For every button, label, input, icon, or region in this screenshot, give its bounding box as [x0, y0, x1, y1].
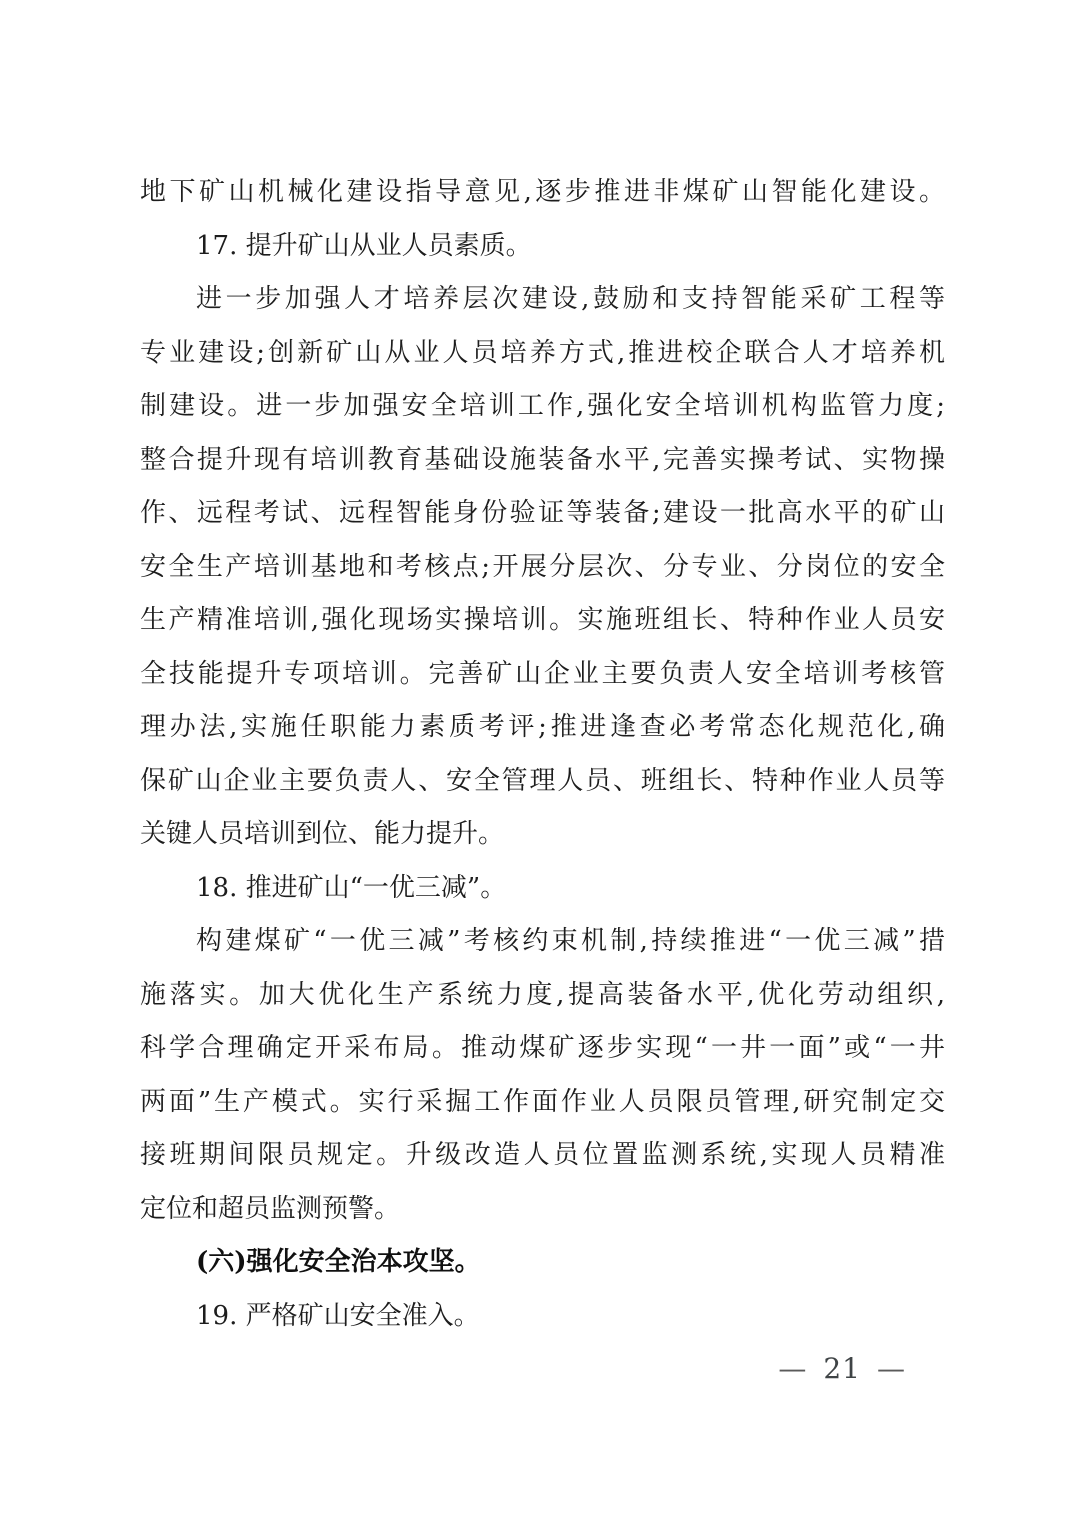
text-line: 关键人员培训到位、能力提升。: [140, 819, 505, 849]
text-line: 18. 推进矿山“一优三减”。: [196, 872, 507, 903]
text-line: 制建设。进一步加强安全培训工作,强化安全培训机构监管力度;: [140, 391, 945, 421]
text-line: 构建煤矿“一优三减”考核约束机制,持续推进“一优三减”措: [196, 926, 945, 956]
text-line: 生产精准培训,强化现场实操培训。实施班组长、特种作业人员安: [140, 605, 945, 635]
document-body: [140, 166, 945, 1343]
footer-dash-left: —: [778, 1352, 808, 1385]
footer-dash-right: —: [877, 1352, 906, 1385]
text-line: 安全生产培训基地和考核点;开展分层次、分专业、分岗位的安全: [140, 551, 945, 582]
text-line: (六)强化安全治本攻坚。: [196, 1247, 481, 1277]
page-number: 21: [823, 1352, 861, 1385]
text-line: 保矿山企业主要负责人、安全管理人员、班组长、特种作业人员等: [140, 765, 945, 796]
text-line: 19. 严格矿山安全准入。: [196, 1300, 480, 1331]
text-line: 两面”生产模式。实行采掘工作面作业人员限员管理,研究制定交: [140, 1086, 945, 1117]
text-line: 理办法,实施任职能力素质考评;推进逢查必考常态化规范化,确: [140, 712, 945, 742]
text-line: 作、远程考试、远程智能身份验证等装备;建设一批高水平的矿山: [140, 498, 945, 528]
text-line: 定位和超员监测预警。: [140, 1193, 401, 1224]
text-line: 地下矿山机械化建设指导意见,逐步推进非煤矿山智能化建设。: [140, 177, 945, 207]
text-line: 整合提升现有培训教育基础设施装备水平,完善实操考试、实物操: [140, 444, 945, 475]
text-line: 全技能提升专项培训。完善矿山企业主要负责人安全培训考核管: [140, 658, 945, 689]
text-line: 进一步加强人才培养层次建设,鼓励和支持智能采矿工程等: [196, 284, 945, 314]
text-line: 接班期间限员规定。升级改造人员位置监测系统,实现人员精准: [140, 1140, 945, 1170]
text-line: 专业建设;创新矿山从业人员培养方式,推进校企联合人才培养机: [140, 337, 945, 368]
text-line: 科学合理确定开采布局。推动煤矿逐步实现“一井一面”或“一井: [140, 1033, 945, 1063]
text-line: 17. 提升矿山从业人员素质。: [196, 230, 532, 261]
page-footer: [762, 1352, 922, 1385]
text-line: 施落实。加大优化生产系统力度,提高装备水平,优化劳动组织,: [140, 979, 945, 1010]
